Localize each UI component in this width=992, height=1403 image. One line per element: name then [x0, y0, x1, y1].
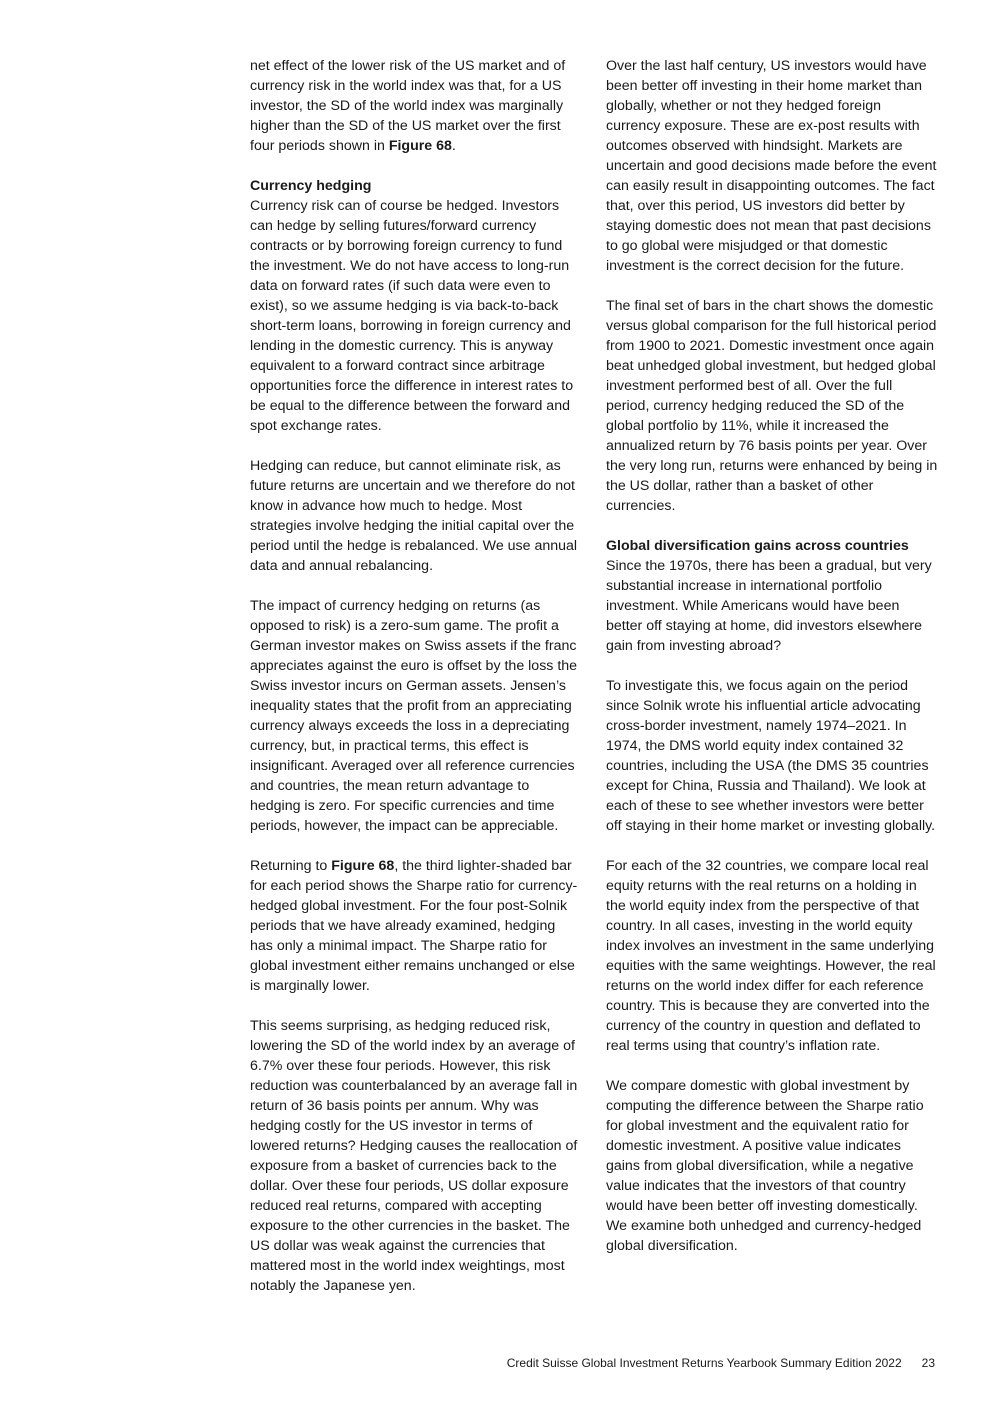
left-column — [250, 56, 580, 1316]
paragraph: Currency risk can of course be hedged. Investors can hedge by selling futures/forward currency contracts or by borrowing foreign currency to fund the investment. We do not have access to long-run data on forward rates (if such data were even to exist), so we assume hedging is via back-to-back short-term loans, borrowing in foreign currency and lending in the domestic currency. This is anyway equivalent to a forward contract since arbitrage opportunities force the difference in interest rates to be equal to the difference between the forward and spot exchange rates. — [250, 198, 574, 434]
paragraph: The final set of bars in the chart shows the domestic versus global comparison for the full historical period from 1900 to 2021. Domestic investment once again beat unhedged global investment, but hedged global investment performed best of all. Over the full period, currency hedging reduced the SD of the global portfolio by 11%, while it increased the annualized return by 76 basis points per year. Over the very long run, returns were enhanced by being in the US dollar, rather than a basket of other currencies. — [606, 298, 938, 514]
paragraph: Returning to Figure 68, the third lighter-shaded bar for each period shows the Sharpe ratio for currency-hedged global investment. For the four post-Solnik periods that we have already examined, hedging has only a minimal impact. The Sharpe ratio for global investment either remains unchanged or else is marginally lower. — [250, 858, 578, 994]
paragraph: This seems surprising, as hedging reduced risk, lowering the SD of the world index by an average of 6.7% over these four periods. However, this risk reduction was counterbalanced by an average fall in return of 36 basis points per annum. Why was hedging costly for the US investor in terms of lowered returns? Hedging causes the reallocation of exposure from a basket of currencies back to the dollar. Over these four periods, US dollar exposure reduced real returns, compared with accepting exposure to the other currencies in the basket. The US dollar was weak against the currencies that mattered most in the world index weightings, most notably the Japanese yen. — [250, 1018, 578, 1294]
paragraph: Hedging can reduce, but cannot eliminate risk, as future returns are uncertain and we therefore do not know in advance how much to hedge. Most strategies involve hedging the initial capital over the period until the hedge is rebalanced. We use annual data and annual rebalancing. — [250, 458, 578, 574]
publication-title: Credit Suisse Global Investment Returns Yearbook Summary Edition 2022 — [506, 1356, 902, 1370]
page-footer — [0, 1355, 935, 1371]
paragraph: The impact of currency hedging on returns (as opposed to risk) is a zero-sum game. The profit a German investor makes on Swiss assets if the franc appreciates against the euro is offset by the loss the Swiss investor incurs on German assets. Jensen’s inequality states that the profit from an appreciating currency always exceeds the loss in a depreciating currency, but, in practical terms, this effect is insignificant. Averaged over all reference currencies and countries, the mean return advantage to hedging is zero. For specific currencies and time periods, however, the impact can be appreciable. — [250, 598, 578, 834]
right-column — [606, 56, 938, 1276]
paragraph: For each of the 32 countries, we compare local real equity returns with the real returns on a holding in the world equity index from the perspective of that country. In all cases, investing in the world equity index involves an investment in the same underlying equities with the same weightings. However, the real returns on the world index differ for each reference country. This is because they are converted into the currency of the country in question and deflated to real terms using that country’s inflation rate. — [606, 858, 936, 1054]
figure-reference: Figure 68 — [331, 858, 395, 874]
paragraph: We compare domestic with global investment by computing the difference between the Sharpe ratio for global investment and the equivalent ratio for domestic investment. A positive value indicates gains from global diversification, while a negative value indicates that the investors of that country would have been better off investing domestically. We examine both unhedged and currency-hedged global diversification. — [606, 1078, 924, 1254]
paragraph: To investigate this, we focus again on the period since Solnik wrote his influential article advocating cross-border investment, namely 1974–2021. In 1974, the DMS world equity index contained 32 countries, including the USA (the DMS 35 countries except for China, Russia and Thailand). We look at each of these to see whether investors were better off staying in their home market or investing globally. — [606, 678, 936, 834]
section-heading-currency-hedging: Currency hedging — [250, 178, 372, 194]
paragraph: Over the last half century, US investors would have been better off investing in their home market than globally, whether or not they hedged foreign currency exposure. These are ex-post results with outcomes observed with hindsight. Markets are uncertain and good decisions made before the event can easily result in disappointing outcomes. The fact that, over this period, US investors did better by staying domestic does not mean that past decisions to go global were misjudged or that domestic investment is the correct decision for the future. — [606, 58, 937, 274]
paragraph: Since the 1970s, there has been a gradual, but very substantial increase in international portfolio investment. While Americans would have been better off staying at home, did investors elsewhere gain from investing abroad? — [606, 558, 932, 654]
paragraph: net effect of the lower risk of the US market and of currency risk in the world index was that, for a US investor, the SD of the world index was marginally higher than the SD of the US market over the first four periods shown in Figure 68. — [250, 58, 566, 154]
figure-reference: Figure 68 — [388, 138, 452, 154]
section-heading-global-diversification: Global diversification gains across countries — [606, 538, 909, 554]
page-number: 23 — [921, 1356, 935, 1370]
